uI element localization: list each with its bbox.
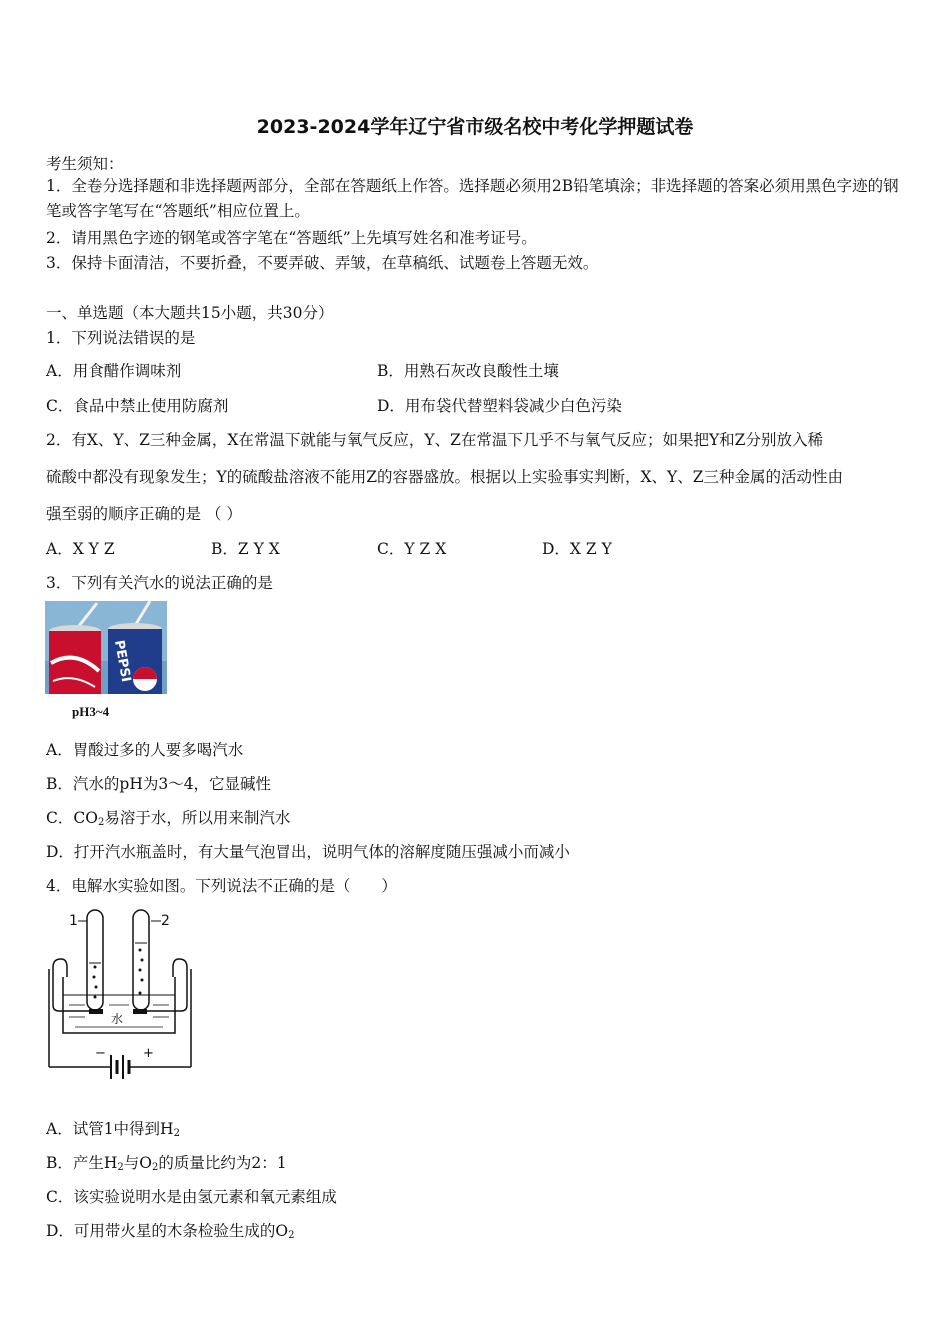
tube-label-2: 2 bbox=[161, 913, 170, 929]
q3-option-b[interactable]: B．汽水的pH为3～4，它显碱性 bbox=[46, 775, 272, 793]
q3-option-c[interactable]: C．$CO_2$易溶于水，所以用来制汽水 bbox=[46, 809, 291, 828]
q3-option-a[interactable]: A．胃酸过多的人要多喝汽水 bbox=[46, 741, 244, 759]
q2-option-d[interactable]: D．X Z Y bbox=[542, 540, 612, 558]
q1-option-c[interactable]: C．食品中禁止使用防腐剂 bbox=[46, 397, 229, 415]
pepsi-can-label: PEPSI bbox=[111, 639, 134, 684]
q2-stem-line1: 2．有X、Y、Z三种金属，X在常温下就能与氧气反应，Y、Z在常温下几乎不与氧气反应；如果把Y和Z分别放入稀 bbox=[46, 431, 823, 449]
image-caption: pH3~4 bbox=[72, 704, 110, 719]
page-title: 2023-2024学年辽宁省市级名校中考化学押题试卷 bbox=[256, 116, 694, 138]
notice-item-1: 1．全卷分选择题和非选择题两部分，全部在答题纸上作答。选择题必须用2B铅笔填涂；非选择题的答案必须用黑色字迹的钢笔或答字笔写在“答题纸”相应位置上。 bbox=[46, 177, 899, 220]
q4-option-d[interactable]: D．可用带火星的木条检验生成的$O_2$ bbox=[46, 1222, 295, 1241]
q3-stem: 3．下列有关汽水的说法正确的是 bbox=[46, 574, 273, 592]
electrolysis-diagram bbox=[45, 905, 195, 1087]
water-label: 水 bbox=[111, 1012, 124, 1026]
q2-stem-line2: 硫酸中都没有现象发生；Y的硫酸盐溶液不能用Z的容器盛放。根据以上实验事实判断，X、Y、Z三种金属的活动性由 bbox=[46, 468, 844, 486]
notice-heading: 考生须知： bbox=[46, 155, 124, 173]
section-heading: 一、单选题（本大题共15小题，共30分） bbox=[46, 304, 334, 322]
tube-label-1: 1 bbox=[69, 913, 78, 929]
q4-option-b[interactable]: B．产生$H_2$与$O_2$的质量比约为2：1 bbox=[46, 1154, 287, 1173]
q4-option-c[interactable]: C．该实验说明水是由氢元素和氧元素组成 bbox=[46, 1188, 337, 1206]
q3-option-d[interactable]: D．打开汽水瓶盖时，有大量气泡冒出，说明气体的溶解度随压强减小而减小 bbox=[46, 843, 570, 861]
q1-option-b[interactable]: B．用熟石灰改良酸性土壤 bbox=[377, 362, 559, 380]
battery-minus: − bbox=[95, 1046, 106, 1061]
q4-stem: 4．电解水实验如图。下列说法不正确的是（ ） bbox=[46, 877, 397, 895]
q2-stem-line3: 强至弱的顺序正确的是 （ ） bbox=[46, 505, 242, 523]
notice-item-3: 3．保持卡面清洁，不要折叠，不要弄破、弄皱，在草稿纸、试题卷上答题无效。 bbox=[46, 254, 599, 272]
q2-option-a[interactable]: A．X Y Z bbox=[46, 540, 115, 558]
q2-option-c[interactable]: C．Y Z X bbox=[377, 540, 447, 558]
battery-plus: + bbox=[143, 1046, 154, 1061]
notice-item-2: 2．请用黑色字迹的钢笔或答字笔在“答题纸”上先填写姓名和准考证号。 bbox=[46, 229, 537, 247]
q1-option-d[interactable]: D．用布袋代替塑料袋减少白色污染 bbox=[377, 397, 622, 415]
q1-stem: 1．下列说法错误的是 bbox=[46, 329, 196, 347]
q4-option-a[interactable]: A．试管1中得到$H_2$ bbox=[46, 1120, 180, 1139]
q2-option-b[interactable]: B．Z Y X bbox=[211, 540, 280, 558]
q1-option-a[interactable]: A．用食醋作调味剂 bbox=[46, 362, 182, 380]
soda-cans-image bbox=[45, 601, 167, 694]
